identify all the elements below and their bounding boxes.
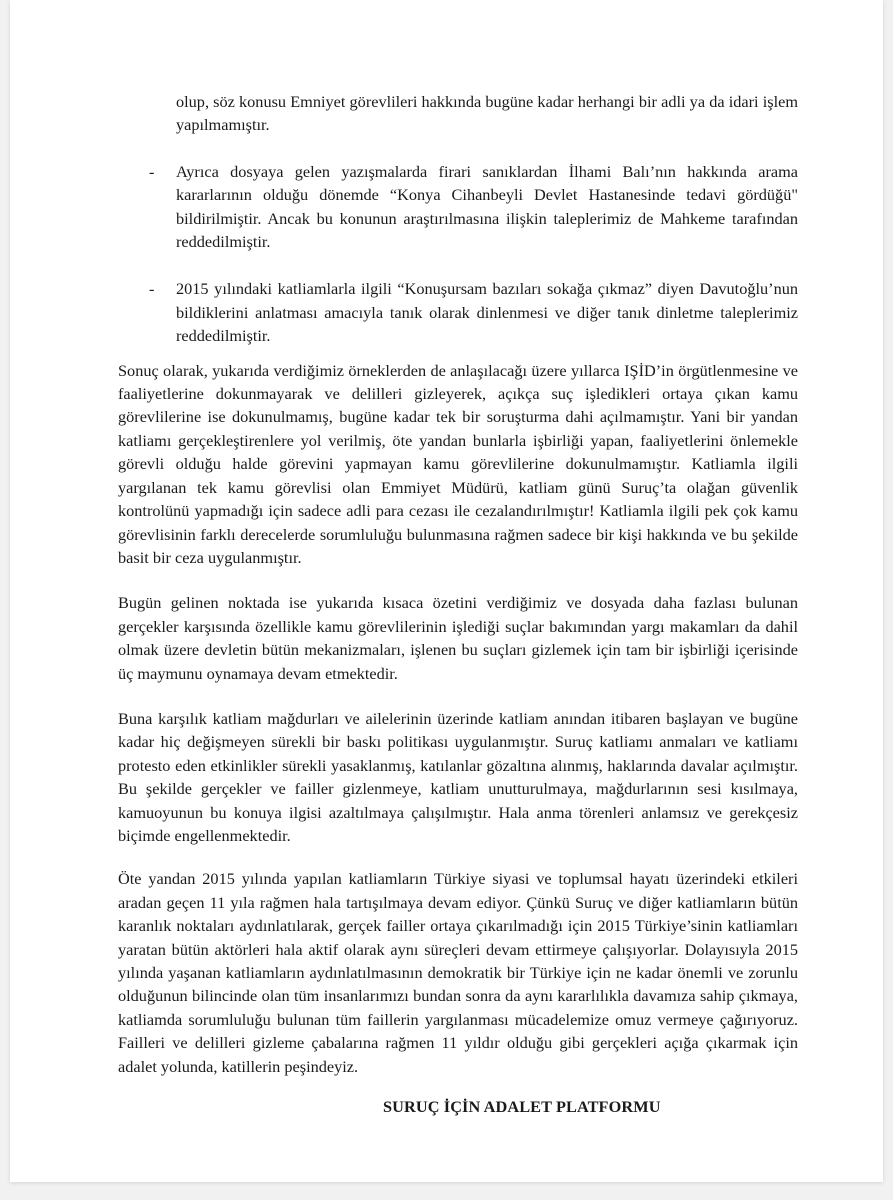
signature: SURUÇ İÇİN ADALET PLATFORMU (383, 1097, 661, 1116)
continuation-paragraph: olup, söz konusu Emniyet görevlileri hakkında bugüne kadar herhangi bir adli ya da idari işlem yapılmamıştır. (176, 92, 798, 135)
paragraph-call-to-action: Öte yandan 2015 yılında yapılan katliamların Türkiye siyasi ve toplumsal hayatı üzerindeki etkileri aradan geçen 11 yıla rağmen hala tartışılmaya devam ediyor. Çünkü Suruç ve diğer katliamların bütün karanlık noktaları aydınlatılarak, gerçek failler ortaya çıkarılmadığı için 2015 Türkiye’sinin katliamları yaratan bütün aktörleri hala aktif olarak aynı süreçleri devam ettirmeye çalışıyorlar. Dolayısıyla 2015 yılında yaşanan katliamların aydınlatılmasının demokratik bir Türkiye için ne kadar önemli ve zorunlu olduğunun bilincinde olan tüm insanlarımızı bundan sonra da aynı kararlılıkla davamıza sahip çıkmaya, katliamda sorumluluğu bulunan tüm faillerin yargılanması mücadelemize omuz vermeye çağırıyoruz. Failleri ve delilleri gizleme çabalarına rağmen 11 yıldır olduğu gibi gerçekleri açığa çıkarmak için adalet yolunda, katillerin peşindeyiz. (118, 869, 798, 1076)
bullet-text: 2015 yılındaki katliamlarla ilgili “Konuşursam bazıları sokağa çıkmaz” diyen Davutoğlu’nun bildiklerini anlatması amacıyla tanık olarak dinlenmesi ve diğer tanık dinletme taleplerimiz reddedilmiştir. (176, 279, 798, 346)
paragraph-conclusion: Sonuç olarak, yukarıda verdiğimiz örneklerden de anlaşılacağı üzere yıllarca IŞİD’in örgütlenmesine ve faaliyetlerine dokunmayarak ve delilleri gizleyerek, açıkça suç işledikleri ortaya çıkan kamu görevlilerine ise dokunulmamış, bugüne kadar tek bir soruşturma dahi açılmamıştır. Yani bir yandan katliamı gerçekleştirenlere yol verilmiş, öte yandan bunlarla işbirliği yapan, faaliyetlerini önlemekle görevli olduğu halde görevini yapmayan kamu görevlilerine dokunulmamıştır. Katliamla ilgili yargılanan tek kamu görevlisi olan Emmiyet Müdürü, katliam günü Suruç’ta olağan güvenlik kontrolünü yapmadığı için sadece adli para cezası ile cezalandırılmıştır! Katliamla ilgili pek çok kamu görevlisinin farklı derecelerde sorumluluğu bulunmasına rağmen sadece bir kişi hakkında ve bu şekilde basit bir ceza uygulanmıştır. (118, 360, 798, 567)
paragraph-pressure-policy: Buna karşılık katliam mağdurları ve ailelerinin üzerinde katliam anından itibaren başlayan ve bugüne kadar hiç değişmeyen sürekli bir baskı politikası uygulanmıştır. Suruç katliamı anmaları ve katliamı protesto eden etkinlikler sürekli yasaklanmış, katılanlar gözaltına alınmış, haklarında davalar açılmıştır. Bu şekilde gerçekler ve failler gizlenmeye, katliam unutturulmaya, mağdurlarının sesi kısılmaya, kamuoyunun bu konuya ilgisi azaltılmaya çalışılmıştır. Hala anma törenleri anlamsız ve gerekçesiz biçimde engellenmektedir. (118, 708, 798, 845)
bullet-item (118, 160, 798, 254)
document-body (118, 90, 798, 1078)
bullet-item (118, 277, 798, 347)
bullet-dash: - (149, 279, 155, 299)
bullet-dash: - (149, 161, 155, 181)
document-page (10, 0, 883, 1182)
paragraph-current-state: Bugün gelinen noktada ise yukarıda kısaca özetini verdiğimiz ve dosyada daha fazlası bulunan gerçekler karşısında özellikle kamu görevlilerinin işlediği suçlar bakımından yargı makamları da dahil olmak üzere devletin bütün mekanizmaları, işlenen bu suçları gizlemek için tam bir işbirliği içerisinde üç maymunu oynamaya devam etmektedir. (118, 593, 798, 683)
bullet-text: Ayrıca dosyaya gelen yazışmalarda firari sanıklardan İlhami Balı’nın hakkında arama kararlarının olduğu dönemde “Konya Cihanbeyli Devlet Hastanesinde tedavi gördüğü" bildirilmiştir. Ancak bu konunun araştırılmasına ilişkin taleplerimiz de Mahkeme tarafından reddedilmiştir. (176, 161, 798, 252)
